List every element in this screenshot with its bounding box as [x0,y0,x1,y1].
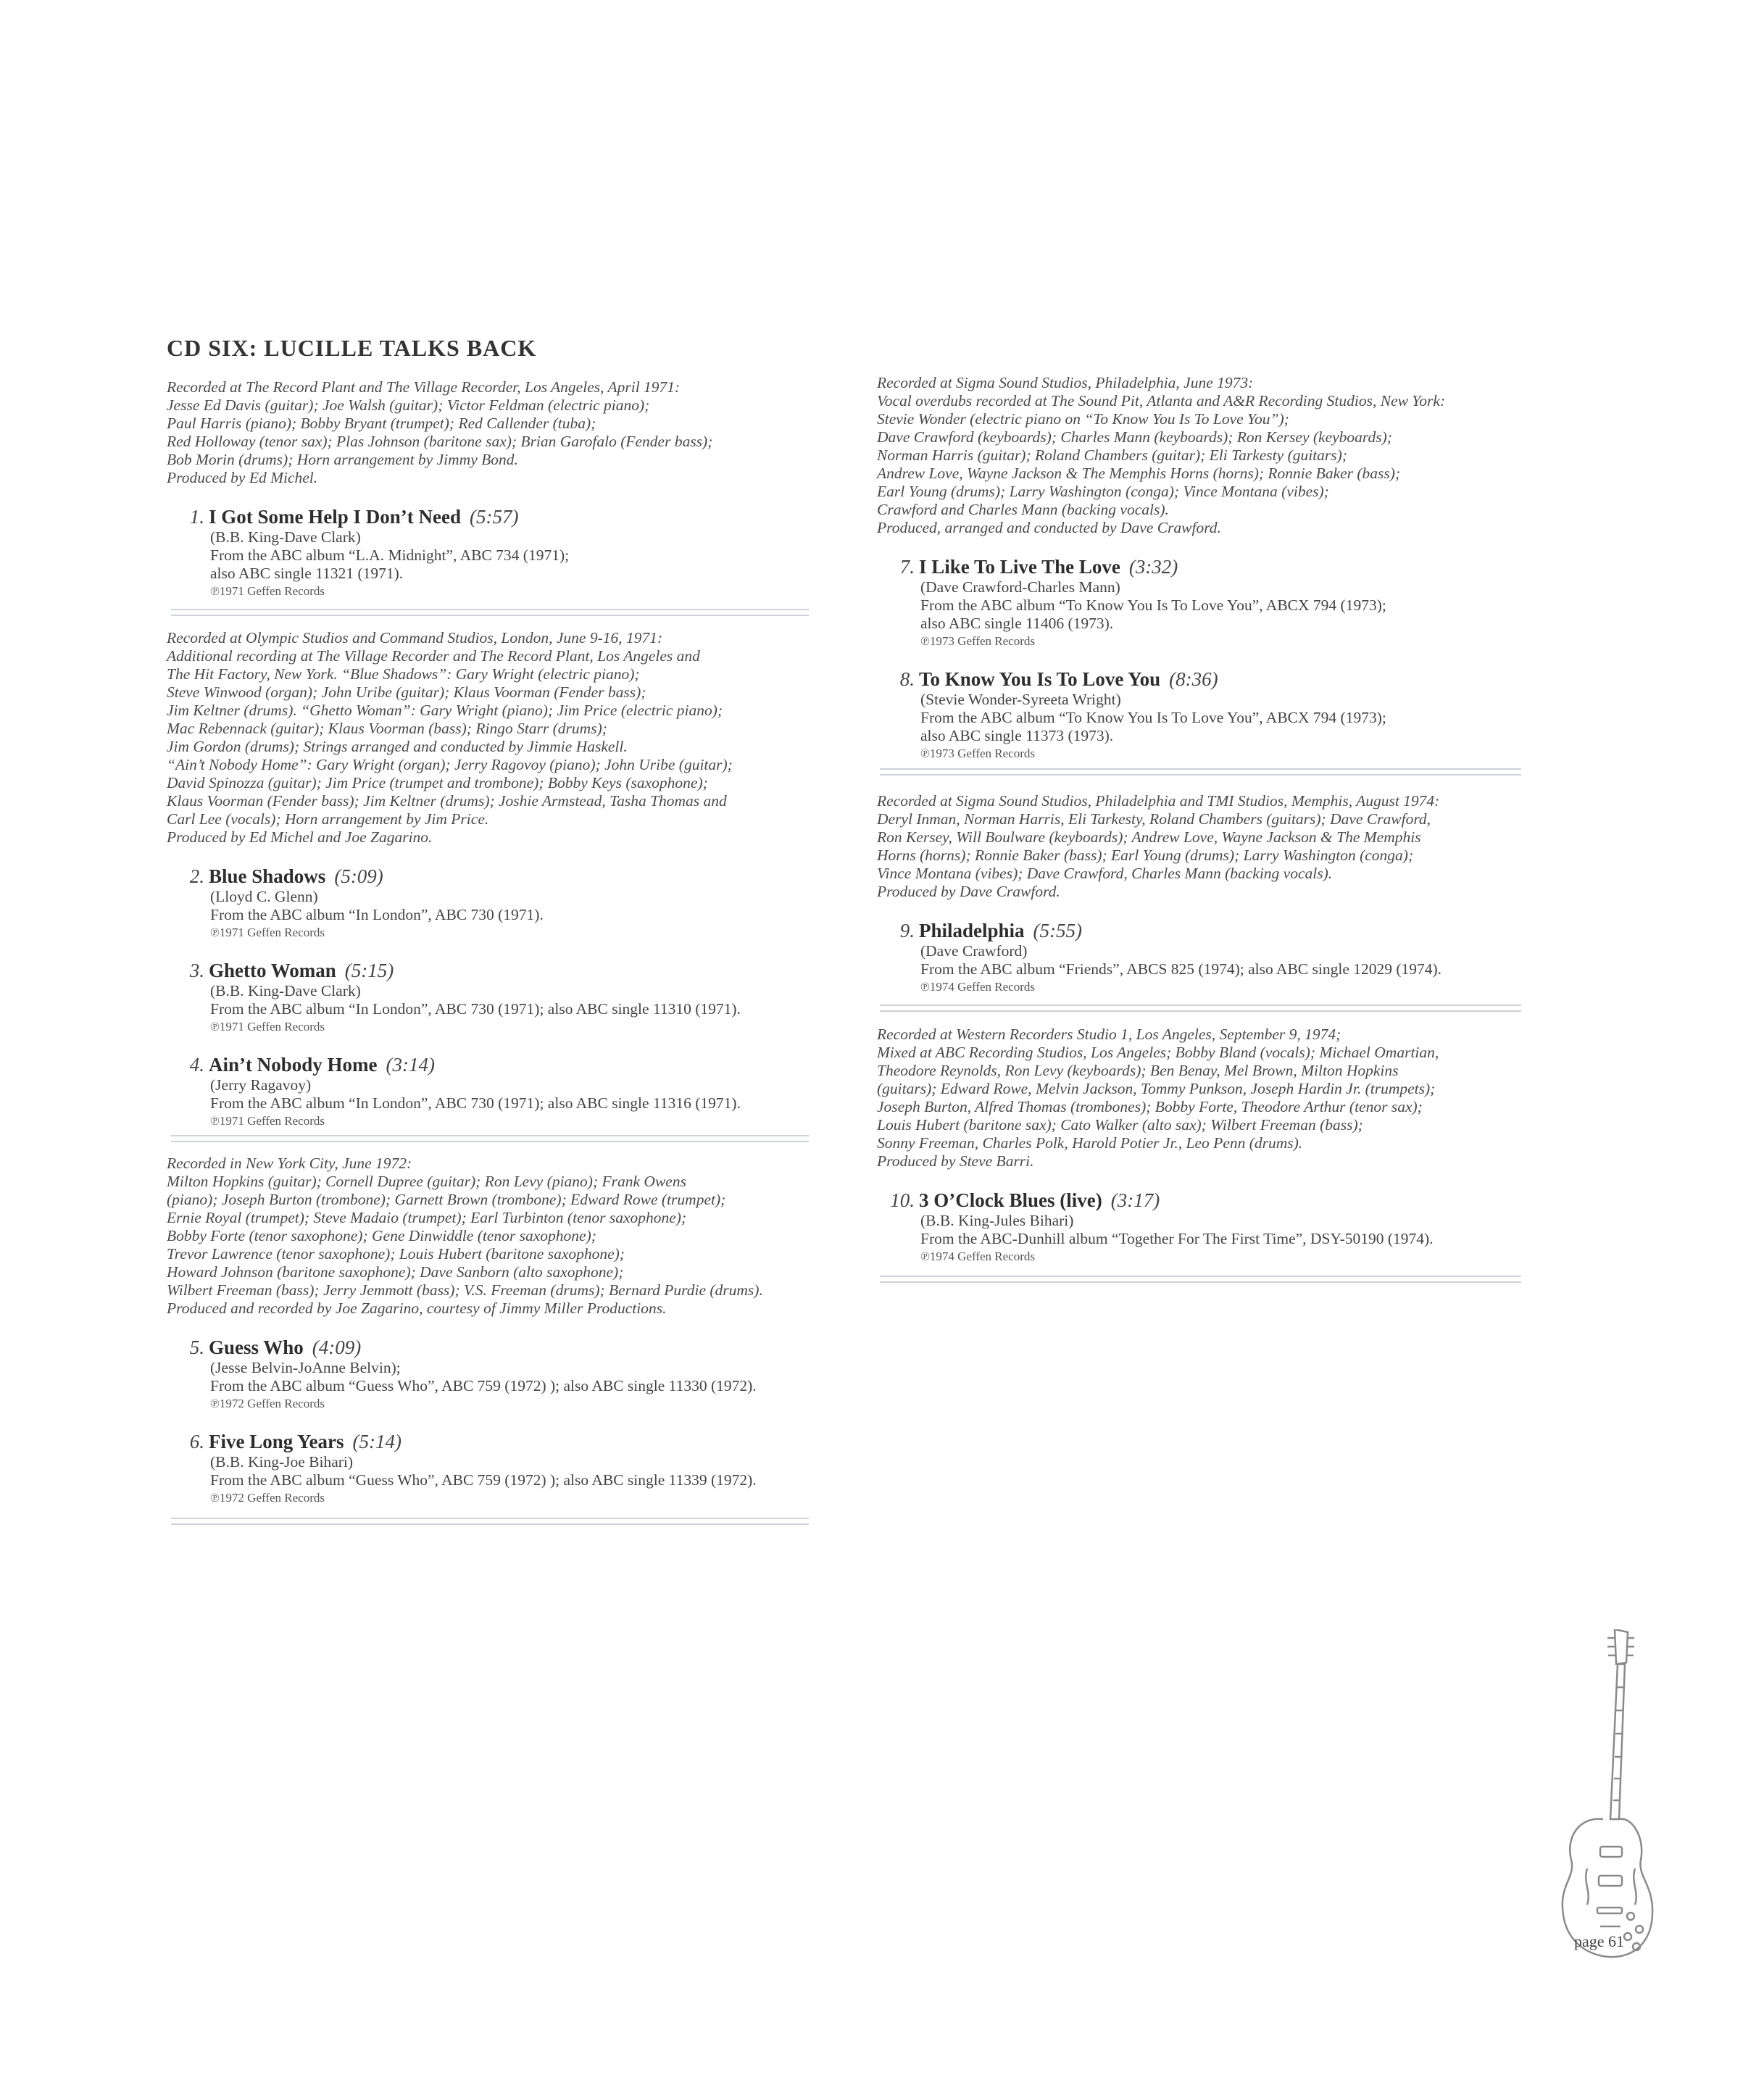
track-number: 1. [189,506,204,528]
track-detail-line: also ABC single 11406 (1973). [920,615,1114,632]
track-heading [877,668,1529,691]
credits-line: Bob Morin (drums); Horn arrangement by Jimmy Bond. [167,451,518,468]
track-detail-line: (Stevie Wonder-Syreeta Wright) [920,691,1121,708]
credits-line: Recorded at Sigma Sound Studios, Philadelphia and TMI Studios, Memphis, August 1974: [877,792,1440,810]
session-credits [877,374,1529,537]
track-detail-line: (Dave Crawford) [920,942,1028,960]
track-duration: (8:36) [1169,668,1218,690]
track-details [210,888,819,941]
track-duration: (3:32) [1128,556,1178,578]
section-divider [880,1005,1521,1012]
credits-line: Recorded at Western Recorders Studio 1, Los Angeles, September 9, 1974; [877,1026,1341,1043]
track-detail-line: (B.B. King-Dave Clark) [210,982,361,999]
track-detail-line: (B.B. King-Dave Clark) [210,528,361,546]
track-number: 8. [899,668,915,690]
track-number: 6. [189,1431,204,1452]
track-number: 7. [899,556,915,578]
track-detail-line: (B.B. King-Joe Bihari) [210,1453,354,1471]
track-number: 3. [189,960,204,981]
track-copyright: ℗1973 Geffen Records [920,747,1036,760]
track-details [920,691,1529,762]
credits-line: Dave Crawford (keyboards); Charles Mann (keyboards); Ron Kersey (keyboards); [877,428,1392,446]
credits-line: Louis Hubert (baritone sax); Cato Walker (alto sax); Wilbert Freeman (bass); [877,1116,1363,1134]
track-copyright: ℗1971 Geffen Records [210,1020,325,1034]
credits-line: Additional recording at The Village Recorder and The Record Plant, Los Angeles and [167,647,700,665]
track-detail-line: (Lloyd C. Glenn) [210,888,318,905]
credits-line: Norman Harris (guitar); Roland Chambers (guitar); Eli Tarkesty (guitars); [877,446,1347,464]
credits-line: Jim Gordon (drums); Strings arranged and conducted by Jimmie Haskell. [167,738,628,755]
credits-line: Howard Johnson (baritone saxophone); Dave Sanborn (alto saxophone); [167,1263,624,1281]
page-number: page 61 [1574,1932,1625,1950]
session-credits [167,629,819,847]
track-entry [167,960,819,1035]
track-list [167,506,819,599]
track-copyright: ℗1971 Geffen Records [210,926,325,939]
session-section-5 [877,792,1529,995]
session-credits [877,792,1529,901]
track-copyright: ℗1972 Geffen Records [210,1491,325,1505]
track-list [877,556,1529,762]
track-entry [877,1189,1529,1265]
track-details [920,1212,1529,1265]
track-title: 3 O’Clock Blues (live) [919,1189,1102,1211]
track-duration: (5:09) [334,865,383,887]
session-section-4 [877,374,1529,762]
credits-line: Paul Harris (piano); Bobby Bryant (trumpet); Red Callender (tuba); [167,415,596,432]
section-divider [171,1518,809,1525]
credits-line: Crawford and Charles Mann (backing vocals). [877,501,1169,518]
track-copyright: ℗1973 Geffen Records [920,634,1036,648]
track-list [167,865,819,1129]
track-detail-line: (Jerry Ragavoy) [210,1076,312,1094]
track-detail-line: also ABC single 11321 (1971). [210,565,404,582]
track-copyright: ℗1974 Geffen Records [920,1249,1036,1263]
credits-line: Jim Keltner (drums). “Ghetto Woman”: Gary Wright (piano); Jim Price (electric piano); [167,702,723,719]
credits-line: Klaus Voorman (Fender bass); Jim Keltner (drums); Joshie Armstead, Tasha Thomas and [167,792,727,810]
track-title: Guess Who [209,1336,304,1358]
credits-line: Carl Lee (vocals); Horn arrangement by Jim Price. [167,810,489,828]
credits-line: David Spinozza (guitar); Jim Price (trumpet and trombone); Bobby Keys (saxophone); [167,774,708,791]
credits-line: Mac Rebennack (guitar); Klaus Voorman (bass); Ringo Starr (drums); [167,720,607,737]
credits-line: Steve Winwood (organ); John Uribe (guitar); Klaus Voorman (Fender bass); [167,683,646,701]
track-copyright: ℗1974 Geffen Records [920,980,1036,994]
credits-line: Vocal overdubs recorded at The Sound Pit, Atlanta and A&R Recording Studios, New York: [877,392,1446,409]
track-details [920,942,1529,995]
track-entry [167,1431,819,1506]
track-details [210,1453,819,1506]
track-detail-line: From the ABC album “In London”, ABC 730 (1971); also ABC single 11316 (1971). [210,1094,741,1112]
track-detail-line: From the ABC album “Friends”, ABCS 825 (1974); also ABC single 12029 (1974). [920,960,1442,978]
track-details [920,578,1529,649]
track-number: 10. [890,1189,915,1211]
credits-line: Wilbert Freeman (bass); Jerry Jemmott (bass); V.S. Freeman (drums); Bernard Purdie (drums). [167,1281,763,1299]
track-details [210,528,819,599]
guitar-page-badge [1558,1629,1660,2064]
credits-line: Bobby Forte (tenor saxophone); Gene Dinwiddle (tenor saxophone); [167,1227,596,1244]
track-title: I Like To Live The Love [919,556,1120,578]
credits-line: Vince Montana (vibes); Dave Crawford, Charles Mann (backing vocals). [877,865,1333,882]
page-title: CD SIX: LUCILLE TALKS BACK [167,335,537,361]
credits-line: Horns (horns); Ronnie Baker (bass); Earl Young (drums); Larry Washington (conga); [877,847,1414,864]
track-duration: (3:17) [1110,1189,1160,1211]
credits-line: “Ain’t Nobody Home”: Gary Wright (organ); Jerry Ragovoy (piano); John Uribe (guitar); [167,756,733,773]
section-divider [171,609,809,616]
track-detail-line: From the ABC album “Guess Who”, ABC 759 (1972) ); also ABC single 11339 (1972). [210,1471,757,1489]
track-duration: (3:14) [386,1054,435,1076]
section-divider [171,1135,809,1142]
track-list [877,1189,1529,1265]
credits-line: Recorded at Sigma Sound Studios, Philadelphia, June 1973: [877,374,1254,391]
credits-line: Recorded in New York City, June 1972: [167,1155,412,1172]
track-title: Ain’t Nobody Home [209,1054,378,1076]
credits-line: Produced, arranged and conducted by Dave Crawford. [877,519,1221,536]
headstock-shape [1615,1629,1628,1664]
track-heading [877,556,1529,578]
session-section-6 [877,1026,1529,1265]
track-number: 5. [189,1336,204,1358]
track-heading [877,920,1529,942]
session-section-3 [167,1155,819,1506]
track-detail-line: From the ABC album “To Know You Is To Love You”, ABCX 794 (1973); [920,596,1386,614]
credits-line: Mixed at ABC Recording Studios, Los Angeles; Bobby Bland (vocals); Michael Omartian, [877,1044,1439,1061]
credits-line: The Hit Factory, New York. “Blue Shadows”: Gary Wright (electric piano); [167,665,640,683]
track-duration: (5:14) [352,1431,402,1452]
track-entry [167,1336,819,1412]
track-details [210,1359,819,1412]
credits-line: Ernie Royal (trumpet); Steve Madaio (trumpet); Earl Turbinton (tenor saxophone); [167,1209,687,1226]
track-entry [167,506,819,599]
track-detail-line: From the ABC album “To Know You Is To Love You”, ABCX 794 (1973); [920,709,1386,726]
session-section-1 [167,378,819,599]
track-copyright: ℗1971 Geffen Records [210,584,325,598]
track-title: To Know You Is To Love You [919,668,1161,690]
track-detail-line: From the ABC-Dunhill album “Together For The First Time”, DSY-50190 (1974). [920,1230,1434,1247]
track-entry [877,668,1529,762]
track-heading [167,865,819,888]
track-copyright: ℗1972 Geffen Records [210,1397,325,1410]
track-details [210,982,819,1035]
track-title: I Got Some Help I Don’t Need [209,506,461,528]
credits-line: Jesse Ed Davis (guitar); Joe Walsh (guitar); Victor Feldman (electric piano); [167,396,650,414]
track-number: 4. [189,1054,204,1076]
credits-line: Recorded at The Record Plant and The Village Recorder, Los Angeles, April 1971: [167,378,681,396]
track-detail-line: (B.B. King-Jules Bihari) [920,1212,1074,1229]
track-list [877,920,1529,995]
track-title: Blue Shadows [209,865,326,887]
session-credits [167,378,819,487]
track-heading [167,1431,819,1453]
session-credits [877,1026,1529,1170]
credits-line: Sonny Freeman, Charles Polk, Harold Potier Jr., Leo Penn (drums). [877,1134,1303,1152]
credits-line: Red Holloway (tenor sax); Plas Johnson (baritone sax); Brian Garofalo (Fender bass); [167,433,713,450]
credits-line: Deryl Inman, Norman Harris, Eli Tarkesty, Roland Chambers (guitars); Dave Crawford, [877,810,1431,828]
track-heading [877,1189,1529,1212]
track-detail-line: From the ABC album “L.A. Midnight”, ABC 734 (1971); [210,546,570,564]
track-duration: (5:55) [1033,920,1083,941]
session-section-2 [167,629,819,1129]
credits-line: Produced by Steve Barri. [877,1152,1034,1170]
track-entry [877,556,1529,649]
track-details [210,1076,819,1129]
track-title: Ghetto Woman [209,960,336,981]
credits-line: Stevie Wonder (electric piano on “To Know You Is To Love You”); [877,410,1289,428]
track-entry [167,1054,819,1129]
track-detail-line: From the ABC album “In London”, ABC 730 (1971); also ABC single 11310 (1971). [210,1000,741,1018]
credits-line: Recorded at Olympic Studios and Command Studios, London, June 9-16, 1971: [167,629,663,646]
track-heading [167,960,819,982]
session-credits [167,1155,819,1318]
track-title: Five Long Years [209,1431,344,1452]
track-detail-line: From the ABC album “Guess Who”, ABC 759 (1972) ); also ABC single 11330 (1972). [210,1377,757,1394]
section-divider [880,1276,1521,1283]
credits-line: Produced and recorded by Joe Zagarino, courtesy of Jimmy Miller Productions. [167,1300,667,1317]
track-entry [877,920,1529,995]
credits-line: (piano); Joseph Burton (trombone); Garnett Brown (trombone); Edward Rowe (trumpet); [167,1191,726,1208]
track-duration: (5:15) [344,960,394,981]
track-duration: (5:57) [469,506,519,528]
credits-line: Joseph Burton, Alfred Thomas (trombones); Bobby Forte, Theodore Arthur (tenor sax); [877,1098,1423,1115]
credits-line: Andrew Love, Wayne Jackson & The Memphis Horns (horns); Ronnie Baker (bass); [877,465,1401,482]
credits-line: Produced by Ed Michel. [167,469,318,486]
track-entry [167,865,819,941]
credits-line: Earl Young (drums); Larry Washington (conga); Vince Montana (vibes); [877,483,1329,500]
credits-line: (guitars); Edward Rowe, Melvin Jackson, Tommy Punkson, Joseph Hardin Jr. (trumpets); [877,1080,1436,1097]
track-detail-line: (Jesse Belvin-JoAnne Belvin); [210,1359,401,1376]
track-copyright: ℗1971 Geffen Records [210,1114,325,1128]
credits-line: Milton Hopkins (guitar); Cornell Dupree (guitar); Ron Levy (piano); Frank Owens [167,1173,686,1190]
credits-line: Theodore Reynolds, Ron Levy (keyboards); Ben Benay, Mel Brown, Milton Hopkins [877,1062,1399,1079]
credits-line: Trevor Lawrence (tenor saxophone); Louis Hubert (baritone saxophone); [167,1245,625,1263]
credits-line: Produced by Dave Crawford. [877,883,1060,900]
track-heading [167,506,819,528]
track-heading [167,1054,819,1076]
track-number: 2. [189,865,204,887]
track-heading [167,1336,819,1359]
track-detail-line: also ABC single 11373 (1973). [920,727,1114,744]
track-list [167,1336,819,1506]
track-duration: (4:09) [312,1336,362,1358]
track-detail-line: From the ABC album “In London”, ABC 730 (1971). [210,906,544,923]
credits-line: Produced by Ed Michel and Joe Zagarino. [167,828,433,846]
track-number: 9. [899,920,915,941]
section-divider [880,768,1521,775]
track-detail-line: (Dave Crawford-Charles Mann) [920,578,1120,596]
credits-line: Ron Kersey, Will Boulware (keyboards); Andrew Love, Wayne Jackson & The Memphis [877,828,1421,846]
track-title: Philadelphia [919,920,1025,941]
